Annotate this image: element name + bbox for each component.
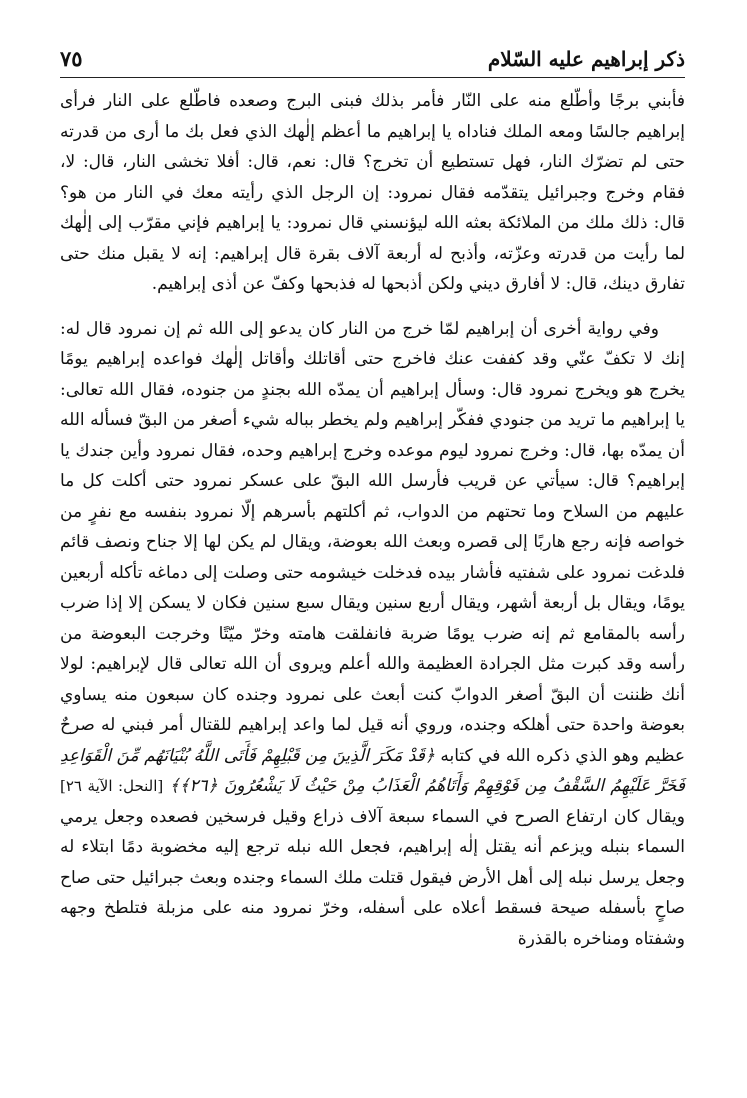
- page-number: ٧٥: [60, 46, 83, 71]
- verse-citation: [النحل: الآية ٢٦]: [60, 777, 164, 795]
- quran-verse: ﴿قَدْ مَكَرَ الَّذِينَ مِن قَبْلِهِمْ فَأَتَى اللَّهُ بُنْيَانَهُم مِّنَ الْقَوَاعِدِ فَخَرَّ عَلَيْهِمُ السَّقْفُ مِن فَوْقِهِمْ وَأَتَاهُمُ الْعَذَابُ مِنْ حَيْثُ لَا يَشْعُرُونَ ﴿٢٦﴾﴾: [60, 745, 686, 796]
- page-header: [60, 44, 685, 76]
- header-rule: [60, 77, 685, 78]
- paragraph-2-text: وفي رواية أخرى أن إبراهيم لمّا خرج من النار كان يدعو إلى الله ثم إن نمرود قال له: إنك لا تكفّ عنّي وقد كففت عنك فاخرج حتى أقاتلك وأقاتل إلٰهك فواعده إبراهيم يومًا يخرج هو ويخرج نمرود قال: وسأل إبراهيم أن يمدّه الله بجندٍ من جنوده، فقال الله تعالى: يا إبراهيم ما تريد من جنودي ففكّر إبراهيم ولم يخطر بباله شيء أصغر من البقّ فسأله الله أن يمدّه بها، قال: وخرج نمرود ليوم موعده وخرج إبراهيم وحده، فقال نمرود وأين جندك يا إبراهيم؟ قال: سيأتي عن قريب فأرسل الله البقّ على عسكر نمرود حتى أكلت كل ما عليهم من السلاح وما تحتهم من الدواب، ثم أكلتهم بأسرهم إلّا نمرود بنفسه مع نفرٍ من خواصه فإنه رجع هاربًا إلى قصره وبعث الله بعوضة، ويقال لم يكن لها إلا جناح ونصف قائم فلدغت نمرود على شفتيه فأشار بيده فدخلت خيشومه حتى وصلت إلى دماغه تأكله أربعين يومًا، ويقال بل أربعة أشهر، ويقال أربع سنين ويقال سبع سنين فكان لا يسكن إلا إذا ضرب رأسه بالمقامع ثم إنه ضرب يومًا ضربة فانفلقت هامته وخرّ ميّتًا وخرجت البعوضة من رأسه وقد كبرت مثل الجرادة العظيمة والله أعلم ويروى أن الله تعالى قال لإبراهيم: لولا أنك ظننت أن البقّ أصغر الدوابّ كنت أبعث على نمرود وجنده كان سبعون منه يساوي بعوضة واحدة حتى أهلكه وجنده، وروي أنه قيل لما واعد إبراهيم للقتال أمر فبني له صرحٌ عظيم وهو الذي ذكره الله في كتابه: [60, 318, 686, 766]
- paragraph-2-continuation: ويقال كان ارتفاع الصرح في السماء سبعة آلاف ذراع وقيل فرسخين فصعده وجعل يرمي السماء بنبله ويزعم أنه يقتل إلٰه إبراهيم، فجعل الله نبله ترجع إليه مخضوبة دمًا ابتلاء له وجعل يرسل نبله إلى أهل الأرض فيقول قتلت ملك السماء وجنده وبعث جبرائيل حتى صاح صاحٍ بأسفله صيحة فسقط أعلاه على أسفله، وخرّ نمرود منه على مزبلة فتلطخ وجهه وشفتاه ومناخره بالقذرة: [60, 806, 685, 949]
- paragraph-2: [60, 314, 685, 955]
- body-text: [60, 86, 685, 954]
- paragraph-1: فأبني برجًا وأطّلع منه على النّار فأمر بذلك فبنى البرج وصعده فاطّلع على النار فرأى إبراهيم جالسًا ومعه الملك فناداه يا إبراهيم ما أعظم إلٰهك الذي فعل بك ما أرى من قدرته حتى لم تضرّك النار، فهل تستطيع أن تخرج؟ قال: نعم، قال: أفلا تخشى النار، قال: لا، فقام وخرج وجبرائيل يتقدّمه فقال نمرود: إن الرجل الذي رأيته معك في النار من هو؟ قال: ذلك ملك من الملائكة بعثه الله ليؤنسني قال نمرود: يا إبراهيم فإني مقرّب إلى إلٰهك لما رأيت من قدرته وعزّته، وأذبح له أربعة آلاف بقرة قال إبراهيم: إنه لا يقبل منك حتى تفارق دينك، قال: لا أفارق ديني ولكن أذبحها له فذبحها وكفّ عن أذى إبراهيم.: [60, 91, 686, 294]
- running-head: ذكر إبراهيم عليه السّلام: [487, 47, 685, 71]
